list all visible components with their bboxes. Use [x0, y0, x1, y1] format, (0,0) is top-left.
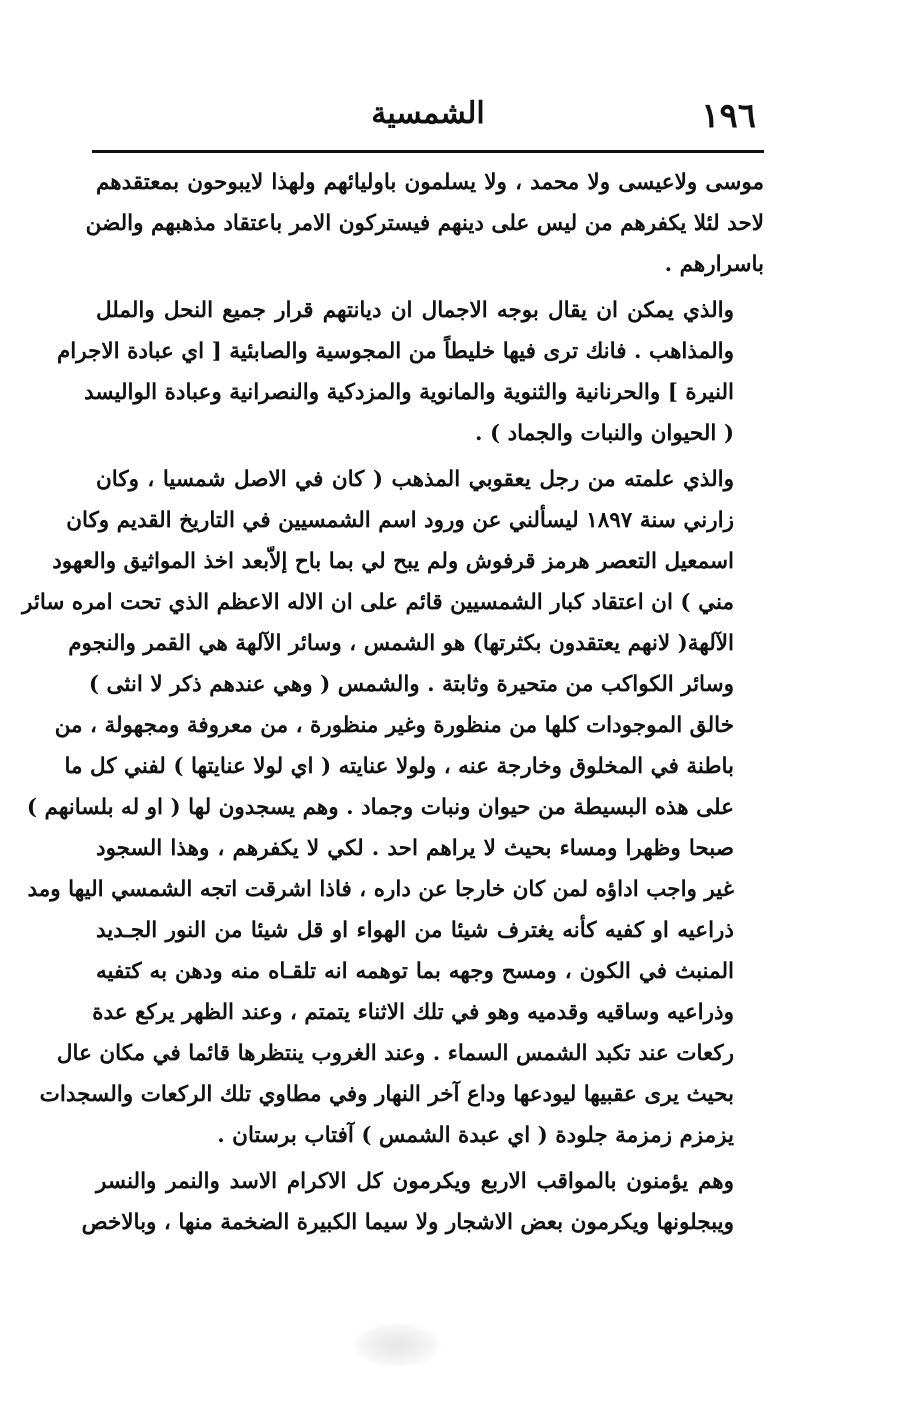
text-line: وهم يؤمنون بالمواقب الاربع ويكرمون كل الاكرام الاسد والنمر والنسر [96, 1169, 734, 1194]
text-line: وذراعيه وساقيه وقدميه وهو في تلك الاثناء يتمتم ، وعند الظهر يركع عدة [92, 1000, 734, 1025]
text-line: خالق الموجودات كلها من منظورة وغير منظورة ، من معروفة ومجهولة ، من [54, 713, 734, 738]
text-line: صبحا وظهرا ومساء بحيث لا يراهم احد . لكي لا يكفرهم ، وهذا السجود [96, 836, 734, 861]
text-line: على هذه البسيطة من حيوان ونبات وجماد . وهم يسجدون لها ( او له بلسانهم ) [26, 795, 734, 820]
text-line: ( الحيوان والنبات والجماد ) . [474, 421, 734, 446]
paragraph [56, 290, 764, 454]
running-title: الشمسية [371, 96, 485, 131]
text-line: بحيث يرى عقبيها ليودعها وداع آخر النهار وفي مطاوي تلك الركعات والسجدات [39, 1082, 734, 1107]
text-line: باسرارهم . [664, 252, 764, 277]
text-line: باطنة في المخلوق وخارجة عنه ، ولولا عنايته ( اي لولا عنايتها ) لفني كل ما [64, 754, 734, 779]
text-line: اسمعيل التعصر هرمز قرفوش ولم يبح لي بما باح إلاّبعد اخذ المواثيق والعهود [52, 549, 734, 574]
text-line: ركعات عند تكبد الشمس السماء . وعند الغروب ينتظرها قائما في مكان عال [56, 1041, 734, 1066]
paragraph [81, 1161, 764, 1243]
text-line: مني ) ان اعتقاد كبار الشمسيين قائم على ان الاله الاعظم الذي تحت امره سائر [22, 590, 734, 615]
text-line: لاحد لئلا يكفرهم من ليس على دينهم فيستركون الامر باعتقاد مذهبهم والضن [85, 211, 764, 236]
paragraph [22, 459, 764, 1156]
text-line: والذي علمته من رجل يعقوبي المذهب ( كان في الاصل شمسيا ، وكان [96, 467, 734, 492]
text-line: زارني سنة ١٨٩٧ ليسألني عن ورود اسم الشمسيين في التاريخ القديم وكان [66, 508, 734, 533]
text-line: غير واجب اداؤه لمن كان خارجا عن داره ، فاذا اشرقت اتجه الشمسي اليها ومد [27, 877, 734, 902]
smudge-mark [352, 1322, 442, 1368]
text-line: ويبجلونها ويكرمون بعض الاشجار ولا سيما الكبيرة الضخمة منها ، وبالاخص [81, 1210, 734, 1235]
header-rule [92, 150, 764, 153]
text-line: موسى ولاعيسى ولا محمد ، ولا يسلمون باوليائهم ولهذا لايبوحون بمعتقدهم [96, 170, 764, 195]
text-line: النيرة ] والحرنانية والثنوية والمانوية والمزدكية والنصرانية وعبادة الواليسد [84, 380, 734, 405]
page-header [92, 92, 764, 144]
text-line: المنبث في الكون ، ومسح وجهه بما توهمه انه تلقـاه منه ودهن به كتفيه [96, 959, 734, 984]
text-line: والمذاهب . فانك ترى فيها خليطاً من المجوسية والصابئية [ اي عبادة الاجرام [56, 339, 734, 364]
page-number: ١٩٦ [701, 96, 756, 136]
text-line: الآلهة( لانهم يعتقدون بكثرتها) هو الشمس ، وسائر الآلهة هي القمر والنجوم [68, 631, 734, 656]
body-text [22, 162, 764, 1248]
text-line: ذراعيه او كفيه كأنه يغترف شيئا من الهواء او قل شيئا من النور الجـديد [96, 918, 734, 943]
text-line: وسائر الكواكب من متحيرة وثابتة . والشمس ( وهي عندهم ذكر لا انثى ) [88, 672, 734, 697]
text-line: يزمزم زمزمة جلودة ( اي عبدة الشمس ) آفتاب برستان . [217, 1123, 734, 1148]
text-line: والذي يمكن ان يقال بوجه الاجمال ان ديانتهم قرار جميع النحل والملل [96, 298, 734, 323]
paragraph [85, 162, 764, 285]
